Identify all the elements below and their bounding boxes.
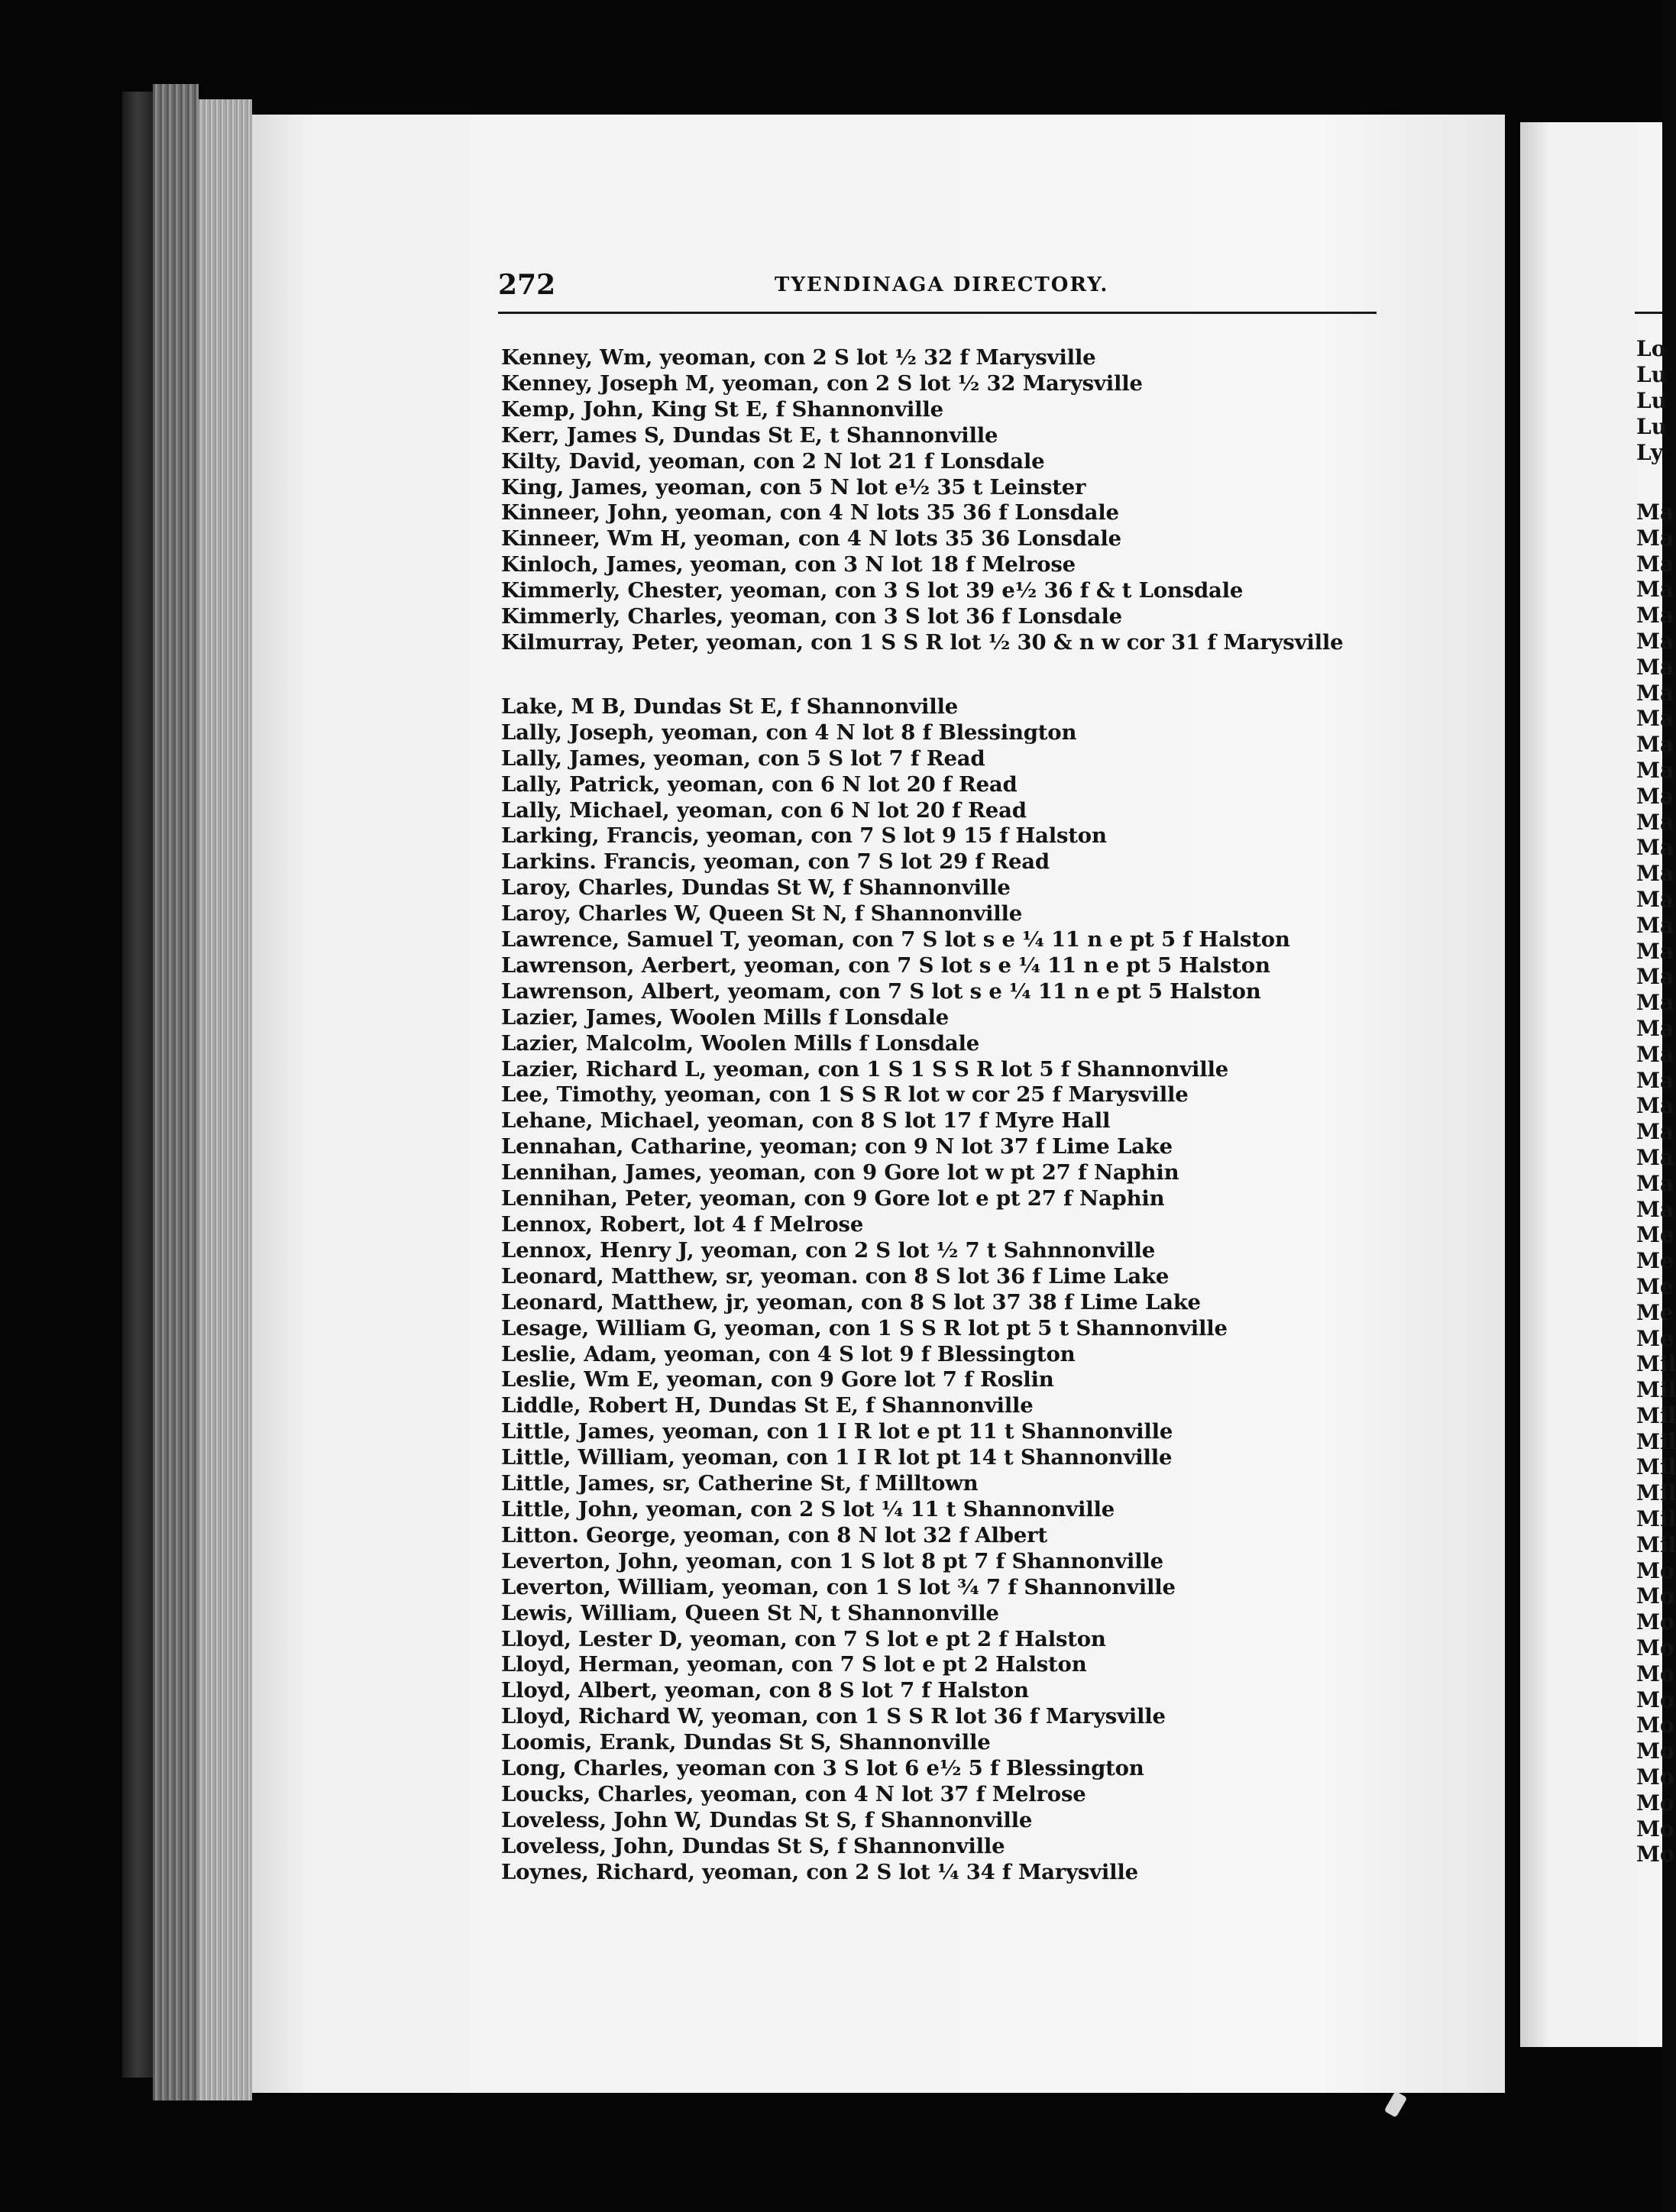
list-item: Lazier, James, Woolen Mills f Lonsdale	[501, 1004, 950, 1030]
list-item: Ma	[1636, 1093, 1674, 1119]
list-item: Leverton, John, yeoman, con 1 S lot 8 pt 7 f Shannonville	[501, 1548, 1163, 1573]
list-item: Loveless, John, Dundas St S, f Shannonville	[501, 1833, 1005, 1858]
list-item: Little, John, yeoman, con 2 S lot ¼ 11 t Shannonville	[501, 1496, 1115, 1522]
list-item: Lally, Joseph, yeoman, con 4 N lot 8 f Blessington	[501, 720, 1077, 745]
book-spine-shadow	[122, 92, 153, 2078]
list-item: Liddle, Robert H, Dundas St E, f Shannonville	[501, 1393, 1034, 1418]
list-item: Lawrenson, Aerbert, yeoman, con 7 S lot s e ¼ 11 n e pt 5 Halston	[501, 952, 1270, 978]
section-gap	[501, 656, 1357, 694]
list-item: Lawrenson, Albert, yeomam, con 7 S lot s e ¼ 11 n e pt 5 Halston	[501, 978, 1261, 1004]
list-item: Lawrence, Samuel T, yeoman, con 7 S lot s e ¼ 11 n e pt 5 f Halston	[501, 927, 1290, 952]
list-item: Lennihan, James, yeoman, con 9 Gore lot w pt 27 f Naphin	[501, 1160, 1179, 1185]
list-item: Loomis, Erank, Dundas St S, Shannonville	[501, 1730, 991, 1755]
page-edges-outer	[153, 84, 199, 2100]
list-item: Ma	[1636, 1015, 1674, 1041]
list-item: Lazier, Malcolm, Woolen Mills f Lonsdale	[501, 1030, 980, 1056]
list-item: Me	[1636, 1222, 1674, 1248]
list-item: Leslie, Adam, yeoman, con 4 S lot 9 f Blessington	[501, 1341, 1076, 1366]
list-item: Ma	[1636, 809, 1674, 835]
list-item: Mil	[1636, 1402, 1676, 1428]
list-item: Mo	[1636, 1790, 1674, 1816]
list-item: Lesage, William G, yeoman, con 1 S S R lot pt 5 t Shannonville	[501, 1315, 1228, 1340]
list-item: Lake, M B, Dundas St E, f Shannonville	[501, 694, 959, 719]
page-title: TYENDINAGA DIRECTORY.	[775, 273, 1109, 296]
facing-page-entries	[1636, 336, 1676, 1868]
list-item: Me	[1636, 1299, 1674, 1325]
list-item: Ma	[1636, 551, 1674, 577]
list-item: Lloyd, Richard W, yeoman, con 1 S S R lot 36 f Marysville	[501, 1704, 1166, 1729]
list-item: Ma	[1636, 912, 1674, 938]
list-item: Mo	[1636, 1557, 1674, 1583]
list-item: Ma	[1636, 654, 1674, 680]
list-item: Lu	[1636, 388, 1668, 413]
list-item: Mil	[1636, 1351, 1676, 1377]
facing-section-m	[1636, 500, 1676, 1868]
list-item: Lennox, Robert, lot 4 f Melrose	[501, 1212, 864, 1237]
list-item: Kilty, David, yeoman, con 2 N lot 21 f Lonsdale	[501, 448, 1045, 474]
list-item: Lloyd, Lester D, yeoman, con 7 S lot e pt 2 f Halston	[501, 1626, 1106, 1651]
list-item: Kerr, James S, Dundas St E, t Shannonville	[501, 422, 998, 448]
list-item: Kimmerly, Charles, yeoman, con 3 S lot 36 f Lonsdale	[501, 604, 1122, 629]
list-item: Kemp, John, King St E, f Shannonville	[501, 396, 943, 422]
page-number: 272	[498, 269, 556, 301]
list-item: Ma	[1636, 964, 1674, 990]
k-section	[501, 345, 1357, 656]
list-item: Ma	[1636, 1041, 1674, 1067]
list-item: Mo	[1636, 1661, 1674, 1686]
list-item: Ma	[1636, 525, 1674, 551]
list-item: Lu	[1636, 414, 1668, 439]
list-item: Ma	[1636, 732, 1674, 758]
list-item: Lennox, Henry J, yeoman, con 2 S lot ½ 7 t Sahnnonville	[501, 1237, 1156, 1263]
list-item: Larking, Francis, yeoman, con 7 S lot 9 15 f Halston	[501, 823, 1107, 849]
list-item: Lu	[1636, 362, 1668, 387]
list-item: Loveless, John W, Dundas St S, f Shannonville	[501, 1807, 1033, 1832]
list-item: Lo	[1636, 336, 1666, 361]
list-item: Me	[1636, 1248, 1674, 1274]
list-item: Larkins. Francis, yeoman, con 7 S lot 29 f Read	[501, 849, 1050, 875]
list-item: Mil	[1636, 1480, 1676, 1506]
list-item: Leonard, Matthew, jr, yeoman, con 8 S lot 37 38 f Lime Lake	[501, 1289, 1201, 1315]
list-item: Mo	[1636, 1609, 1674, 1635]
list-item: Ma	[1636, 577, 1674, 603]
list-item: Ma	[1636, 1170, 1674, 1196]
list-item: Ma	[1636, 680, 1674, 706]
list-item: Leverton, William, yeoman, con 1 S lot ¾ 7 f Shannonville	[501, 1574, 1176, 1599]
list-item: Kinneer, John, yeoman, con 4 N lots 35 36 f Lonsdale	[501, 500, 1119, 526]
list-item: Ma	[1636, 1119, 1674, 1145]
list-item: Mo	[1636, 1635, 1674, 1661]
page-edges-inner	[199, 99, 252, 2100]
list-item: Ma	[1636, 835, 1674, 861]
list-item: Mo	[1636, 1583, 1674, 1609]
list-item: Lehane, Michael, yeoman, con 8 S lot 17 f Myre Hall	[501, 1108, 1111, 1133]
list-item: Mo	[1636, 1712, 1674, 1738]
list-item: Mil	[1636, 1531, 1676, 1557]
list-item: Mo	[1636, 1764, 1674, 1790]
list-item: Ma	[1636, 757, 1674, 783]
list-item: Kenney, Joseph M, yeoman, con 2 S lot ½ 32 Marysville	[501, 370, 1143, 396]
list-item: Kilmurray, Peter, yeoman, con 1 S S R lot ½ 30 & n w cor 31 f Marysville	[501, 629, 1344, 655]
list-item: Lally, Michael, yeoman, con 6 N lot 20 f Read	[501, 797, 1027, 823]
list-item: Loynes, Richard, yeoman, con 2 S lot ¼ 34 f Marysville	[501, 1859, 1138, 1884]
list-item: Ma	[1636, 1067, 1674, 1093]
list-item: Ly	[1636, 440, 1663, 465]
list-item: Mil	[1636, 1454, 1676, 1480]
list-item: Kinloch, James, yeoman, con 3 N lot 18 f Melrose	[501, 552, 1076, 577]
list-item: Mil	[1636, 1428, 1676, 1454]
list-item: Ma	[1636, 938, 1674, 964]
list-item: Little, William, yeoman, con 1 I R lot pt 14 t Shannonville	[501, 1445, 1173, 1470]
list-item: Ma	[1636, 706, 1674, 732]
list-item: Ma	[1636, 1144, 1674, 1170]
list-item: Ma	[1636, 603, 1674, 629]
facing-header-rule	[1635, 312, 1662, 314]
list-item: Laroy, Charles, Dundas St W, f Shannonville	[501, 875, 1011, 901]
list-item: Me	[1636, 1273, 1674, 1299]
list-item: Leslie, Wm E, yeoman, con 9 Gore lot 7 f Roslin	[501, 1367, 1054, 1392]
list-item: Mil	[1636, 1377, 1676, 1403]
list-item: Little, James, sr, Catherine St, f Milltown	[501, 1471, 979, 1496]
list-item: Lally, Patrick, yeoman, con 6 N lot 20 f Read	[501, 771, 1018, 797]
list-item: Ma	[1636, 500, 1674, 525]
list-item: Lally, James, yeoman, con 5 S lot 7 f Read	[501, 745, 985, 771]
header-rule	[498, 312, 1377, 314]
list-item: Ma	[1636, 990, 1674, 1016]
list-item: Leonard, Matthew, sr, yeoman. con 8 S lot 36 f Lime Lake	[501, 1263, 1170, 1289]
list-item: Loucks, Charles, yeoman, con 4 N lot 37 f Melrose	[501, 1781, 1086, 1806]
list-item: King, James, yeoman, con 5 N lot e½ 35 t Leinster	[501, 474, 1086, 500]
list-item: Lazier, Richard L, yeoman, con 1 S 1 S S R lot 5 f Shannonville	[501, 1056, 1229, 1082]
list-item: Ma	[1636, 1196, 1674, 1222]
list-item: Lee, Timothy, yeoman, con 1 S S R lot w cor 25 f Marysville	[501, 1082, 1189, 1108]
l-section	[501, 694, 1357, 1886]
page-header	[498, 269, 1377, 307]
list-item: Litton. George, yeoman, con 8 N lot 32 f Albert	[501, 1522, 1047, 1547]
list-item: Lewis, William, Queen St N, t Shannonville	[501, 1600, 999, 1625]
list-item: Kimmerly, Chester, yeoman, con 3 S lot 39 e½ 36 f & t Lonsdale	[501, 578, 1244, 603]
list-item: Lloyd, Albert, yeoman, con 8 S lot 7 f Halston	[501, 1678, 1029, 1703]
list-item: Little, James, yeoman, con 1 I R lot e pt 11 t Shannonville	[501, 1419, 1173, 1444]
list-item: Kenney, Wm, yeoman, con 2 S lot ½ 32 f Marysville	[501, 345, 1096, 370]
list-item: Mil	[1636, 1506, 1676, 1532]
list-item: Mo	[1636, 1738, 1674, 1764]
list-item: Ma	[1636, 861, 1674, 887]
list-item: Mo	[1636, 1686, 1674, 1712]
list-item: Laroy, Charles W, Queen St N, f Shannonville	[501, 901, 1023, 927]
list-item: Me	[1636, 1325, 1674, 1351]
facing-section-l	[1636, 336, 1667, 466]
list-item: Ma	[1636, 783, 1674, 809]
list-item: Kinneer, Wm H, yeoman, con 4 N lots 35 36 Lonsdale	[501, 526, 1121, 551]
list-item: Lennahan, Catharine, yeoman; con 9 N lot 37 f Lime Lake	[501, 1134, 1173, 1159]
list-item: Lloyd, Herman, yeoman, con 7 S lot e pt 2 Halston	[501, 1652, 1087, 1677]
list-item: Mo	[1636, 1842, 1674, 1868]
directory-entries	[501, 345, 1357, 1886]
list-item: Ma	[1636, 628, 1674, 654]
list-item: Long, Charles, yeoman con 3 S lot 6 e½ 5 f Blessington	[501, 1756, 1144, 1781]
list-item: Lennihan, Peter, yeoman, con 9 Gore lot e pt 27 f Naphin	[501, 1186, 1165, 1211]
list-item: Mo	[1636, 1816, 1674, 1842]
list-item: Ma	[1636, 886, 1674, 912]
